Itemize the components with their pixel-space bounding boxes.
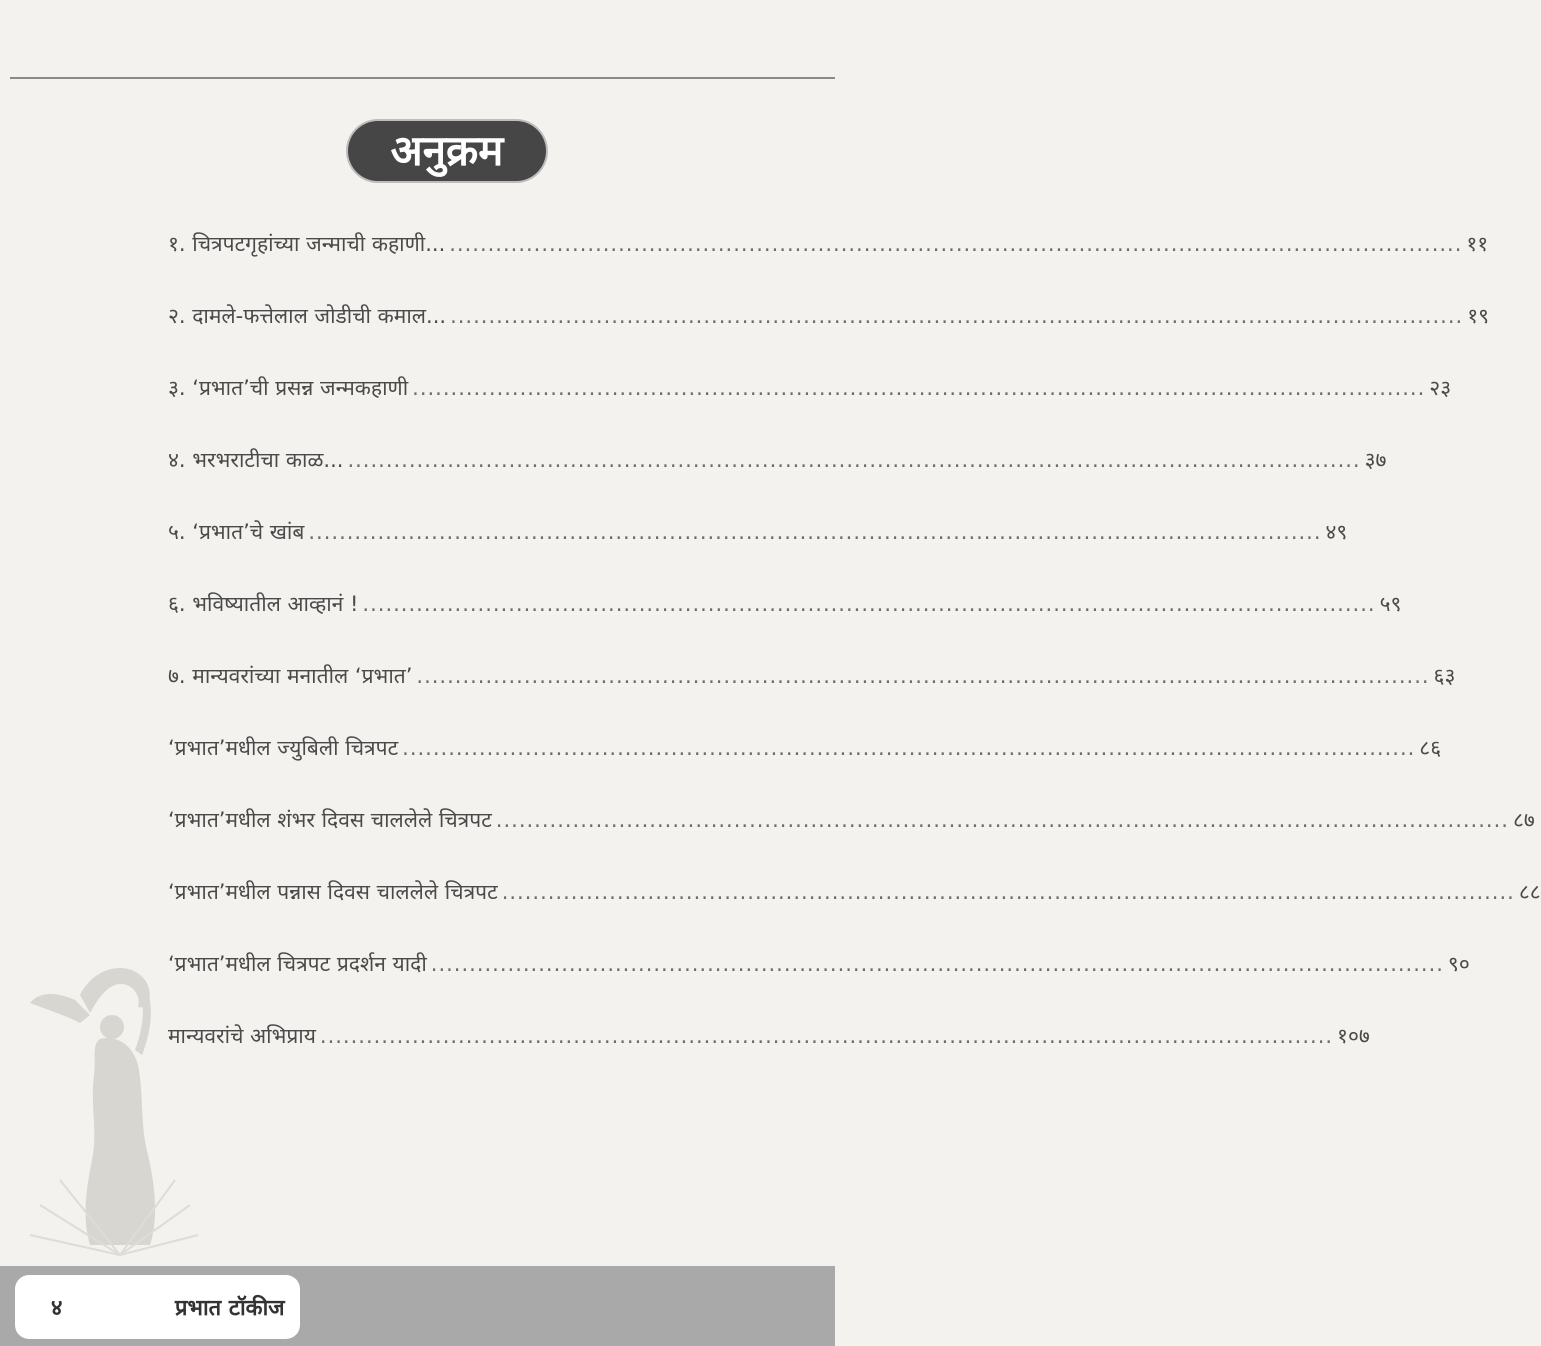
top-rule	[10, 77, 835, 79]
dot-leader: ....................................................................................................................................	[308, 520, 1322, 544]
dot-leader: ....................................................................................................................................	[362, 592, 1376, 616]
toc-entry-title: १. चित्रपटगृहांच्या जन्माची कहाणी...	[168, 232, 446, 256]
dot-leader: ....................................................................................................................................	[347, 448, 1361, 472]
dot-leader: ....................................................................................................................................	[319, 1024, 1334, 1048]
toc-entry-title: ६. भविष्यातील आव्हानं !	[168, 592, 359, 616]
toc-entry-page: ४९	[1325, 520, 1348, 544]
trumpet-woman-logo-watermark	[20, 955, 200, 1275]
toc-entry-page: १९	[1467, 304, 1490, 328]
page-title: अनुक्रम	[348, 121, 546, 181]
toc-entry[interactable]	[168, 734, 1442, 770]
toc-entry-page: ८८	[1518, 880, 1541, 904]
toc-entry-title: ७. मान्यवरांच्या मनातील ‘प्रभात’	[168, 664, 413, 688]
dot-leader: ....................................................................................................................................	[416, 664, 1430, 688]
dot-leader: ....................................................................................................................................	[449, 232, 1463, 256]
dot-leader: ....................................................................................................................................	[501, 880, 1515, 904]
dot-leader: ....................................................................................................................................	[450, 304, 1464, 328]
toc-entry[interactable]	[168, 230, 1489, 266]
toc-entry[interactable]	[168, 590, 1402, 626]
toc-entry-title: ‘प्रभात’मधील चित्रपट प्रदर्शन यादी	[168, 952, 427, 976]
toc-entry[interactable]	[168, 1022, 1370, 1058]
toc-entry-title: ३. ‘प्रभात’ची प्रसन्न जन्मकहाणी	[168, 376, 409, 400]
toc-entry-title: ५. ‘प्रभात’चे खांब	[168, 520, 305, 544]
dot-leader: ....................................................................................................................................	[495, 808, 1509, 832]
toc-entry-page: ८६	[1419, 736, 1442, 760]
toc-entry[interactable]	[168, 662, 1456, 698]
toc-entry-page: १०७	[1337, 1024, 1370, 1048]
toc-entry-page: ८७	[1512, 808, 1535, 832]
toc-entry-title: मान्यवरांचे अभिप्राय	[168, 1024, 316, 1048]
toc-entry-page: ९०	[1447, 952, 1470, 976]
dot-leader: ....................................................................................................................................	[430, 952, 1444, 976]
dot-leader: ....................................................................................................................................	[412, 376, 1426, 400]
toc-entry[interactable]	[168, 950, 1470, 986]
toc-entry[interactable]	[168, 806, 1535, 842]
toc-entry-page: ५९	[1379, 592, 1402, 616]
toc-entry-page: ११	[1466, 232, 1489, 256]
toc-entry-title: ‘प्रभात’मधील पन्नास दिवस चाललेले चित्रपट	[168, 880, 498, 904]
toc-entry-title: ४. भरभराटीचा काळ...	[168, 448, 344, 472]
toc-entry-page: २३	[1429, 376, 1452, 400]
toc-entry-title: ‘प्रभात’मधील शंभर दिवस चाललेले चित्रपट	[168, 808, 492, 832]
toc-entry[interactable]	[168, 374, 1452, 410]
footer-label	[15, 1275, 300, 1339]
toc-entry-page: ६३	[1433, 664, 1456, 688]
toc-entry-title: २. दामले-फत्तेलाल जोडीची कमाल...	[168, 304, 447, 328]
toc-entry-title: ‘प्रभात’मधील ज्युबिली चित्रपट	[168, 736, 399, 760]
toc-entry-page: ३७	[1364, 448, 1387, 472]
toc-entry[interactable]	[168, 446, 1387, 482]
toc-entry[interactable]	[168, 302, 1490, 338]
toc-entry[interactable]	[168, 518, 1348, 554]
page-number: ४	[51, 1296, 63, 1321]
toc-entry[interactable]	[168, 878, 1541, 914]
dot-leader: ....................................................................................................................................	[402, 736, 1416, 760]
book-title: प्रभात टॉकीज	[175, 1296, 285, 1321]
